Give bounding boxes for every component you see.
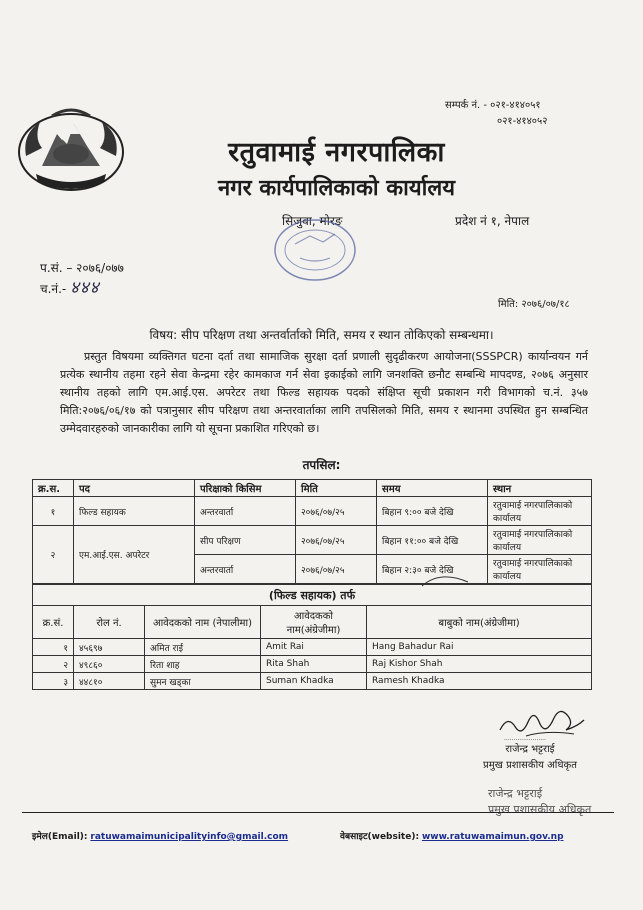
col-header-post: पद [74,480,195,497]
stamp-signatory-designation: प्रमुख प्रशासकीय अधिकृत [488,803,592,816]
website-label: वेबसाइट(website): [340,832,420,842]
cell-time: बिहान ९:०० बजे देखि [377,497,488,526]
footer-website [340,829,564,842]
cell-place: रतुवामाई नगरपालिकाको कार्यालय [488,526,592,555]
candidates-header-row [33,606,592,639]
stamp-signatory-name: राजेन्द्र भट्टराई [488,787,543,800]
cell-roll: ४४८१० [74,673,145,690]
col-header-sn: क्र.स. [33,480,74,497]
office-subtitle: नगर कार्यपालिकाको कार्यालय [218,176,455,201]
schedule-header-row [33,480,592,497]
cell-date: २०७६/०७/२५ [296,497,377,526]
stamp-signature-block [488,786,591,818]
cell-post: फिल्ड सहायक [74,497,195,526]
cell-father: Hang Bahadur Rai [367,639,592,656]
office-province: प्रदेश नं १, नेपाल [455,214,530,228]
svg-text:......................: ...................... [504,735,546,742]
cell-type: सीप परिक्षण [195,526,296,555]
office-stamp-icon [265,214,365,286]
cell-sn: २ [33,656,74,673]
signature-block [475,742,585,774]
col-header-type: परिक्षाको किसिम [195,480,296,497]
table-row [33,656,592,673]
cell-roll: ४५६९७ [74,639,145,656]
office-address: सिजुवा, मोरङ [282,214,343,228]
table-row [33,639,592,656]
reference-block [40,258,124,299]
contact-line-1: सम्पर्क नं. - ०२१-४१४०५१ [445,100,541,111]
cell-roll: ४९८६० [74,656,145,673]
table-row [33,673,592,690]
cell-father: Raj Kishor Shah [367,656,592,673]
cell-sn: २ [33,526,74,584]
signatory-name: राजेन्द्र भट्टराई [505,744,555,755]
cell-type: अन्तरवार्ता [195,555,296,584]
cell-time: बिहान २:३० बजे देखि [377,555,488,584]
cell-place: रतुवामाई नगरपालिकाको कार्यालय [488,555,592,584]
col-header-date: मिति [296,480,377,497]
cell-sn: १ [33,639,74,656]
cell-name-en: Rita Shah [261,656,367,673]
office-name: रतुवामाई नगरपालिका [228,137,445,168]
candidates-table [32,584,592,690]
contact-line-2: ०२१-४१४०५२ [497,116,548,127]
cell-name-en: Amit Rai [261,639,367,656]
table-row [33,497,592,526]
handwritten-signature-icon [496,700,588,742]
cell-time: बिहान ११:०० बजे देखि [377,526,488,555]
cell-place: रतुवामाई नगरपालिकाको कार्यालय [488,497,592,526]
col-header-name-en: आवेदकको नाम(अंग्रेजीमा) [261,606,367,639]
col-header-place: स्थान [488,480,592,497]
candidates-title: (फिल्ड सहायक) तर्फ [33,585,592,606]
col-header-name-np: आवेदकको नाम (नेपालीमा) [145,606,261,639]
notice-subject: विषय: सीप परिक्षण तथा अन्तर्वार्ताको मिति, समय र स्थान तोकिएको सम्बन्धमा। [149,328,494,342]
notice-body: प्रस्तुत विषयमा व्यक्तिगत घटना दर्ता तथा सामाजिक सुरक्षा दर्ता प्रणाली सुदृढीकरण आयोजना(SSSPCR) कार्यान्वयन गर्न प्रत्येक स्थानीय तहमा रहने सेवा केन्द्रमा रहेर कामकाज गर्न सेवा इकाईको लागि जनशक्ति छनौट सम्बन्धि मापदण्ड, २०७६ अनुसार स्थानीय तहको लागि एम.आई.एस. अपरेटर तथा फिल्ड सहायक पदको संक्षिप्त सूची प्रकाशन गरी विभागको च.नं. ३५७ मिति:२०७६/०६/१७ को पत्रानुसार सीप परिक्षण तथा अन्तरवार्ताका लागि तपसिलको मिति, समय र स्थानमा उपस्थित हुन सम्बन्धित उम्मेदवारहरुको जानकारीका लागि यो सूचना प्रकाशित गरिएको छ। [60,350,588,435]
cn-label: च.नं.- [40,282,67,296]
cell-name-np: अमित राई [145,639,261,656]
cell-sn: ३ [33,673,74,690]
email-link[interactable]: ratuwamaimunicipalityinfo@gmail.com [90,832,289,842]
cell-name-en: Suman Khadka [261,673,367,690]
cell-name-np: रिता शाह [145,656,261,673]
cell-date: २०७६/०७/२५ [296,526,377,555]
cn-handwritten-value: ४४४ [70,278,100,298]
ps-number: प.सं. – २०७६/०७७ [40,261,124,275]
candidates-title-row [33,585,592,606]
schedule-table [32,479,592,584]
col-header-time: समय [377,480,488,497]
table-row [33,526,592,555]
contact-numbers [445,98,547,130]
email-label: इमेल(Email): [32,832,88,842]
footer-email [32,829,288,842]
col-header-roll: रोल नं. [74,606,145,639]
notice-date: मिति: २०७६/०७/१८ [498,299,570,310]
col-header-sn: क्र.सं. [33,606,74,639]
schedule-caption: तपसिल: [302,458,341,472]
cell-name-np: सुमन खड्का [145,673,261,690]
footer-divider [22,812,614,813]
cell-post: एम.आई.एस. अपरेटर [74,526,195,584]
col-header-father: बाबुको नाम(अंग्रेजीमा) [367,606,592,639]
signatory-designation: प्रमुख प्रशासकीय अधिकृत [483,760,577,771]
cell-date: २०७६/०७/२५ [296,555,377,584]
cell-type: अन्तरवार्ता [195,497,296,526]
cell-father: Ramesh Khadka [367,673,592,690]
website-link[interactable]: www.ratuwamaimun.gov.np [421,832,564,842]
cell-sn: १ [33,497,74,526]
